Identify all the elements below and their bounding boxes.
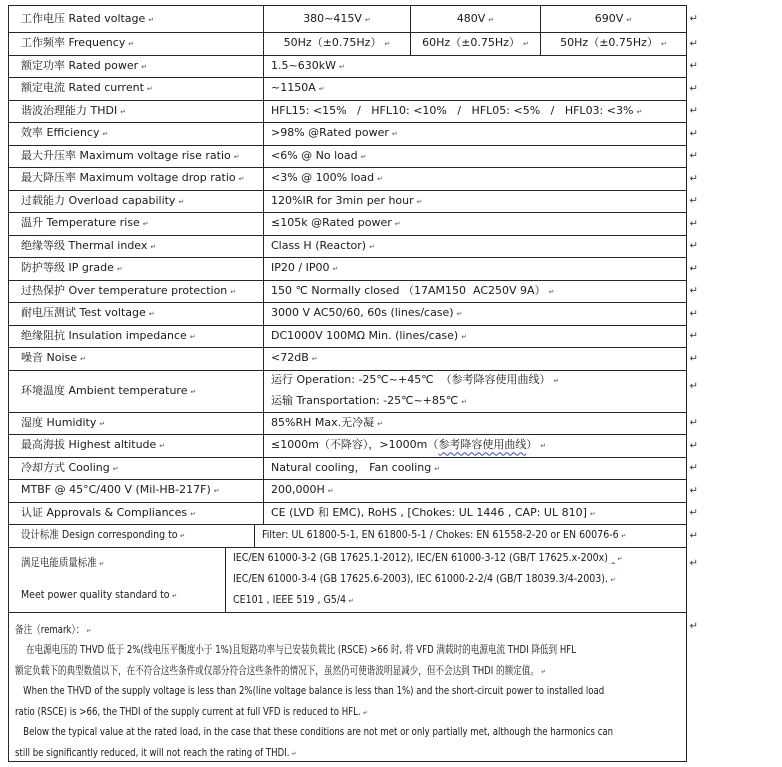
row-label bbox=[9, 33, 264, 55]
remark-line bbox=[15, 700, 682, 721]
row-value bbox=[264, 78, 686, 100]
label-text: 湿度 Humidity ↵ bbox=[21, 415, 106, 429]
cell-end-mark-icon: ↵ bbox=[116, 265, 123, 274]
cell-end-mark-icon: ↵ bbox=[233, 152, 240, 161]
cell-end-mark-icon: ↵ bbox=[128, 40, 135, 49]
row-label bbox=[9, 458, 264, 480]
row-value bbox=[264, 326, 686, 348]
row-value bbox=[226, 548, 686, 612]
label-text: 冷却方式 Cooling ↵ bbox=[21, 460, 119, 474]
row-value bbox=[264, 503, 686, 525]
remark-line bbox=[15, 741, 682, 762]
spec-row bbox=[9, 258, 698, 281]
cell-end-mark-icon: ↵ bbox=[148, 310, 155, 319]
row-label bbox=[9, 348, 264, 370]
spec-row bbox=[9, 33, 698, 56]
value-text: IEC/EN 61000-3-2 (GB 17625.1-2012), IEC/EN 61000-3-12 (GB/T 17625.x-200x) ↵ bbox=[233, 550, 623, 564]
spellcheck-wavy-underline: 参考降容使用曲线 bbox=[438, 438, 527, 452]
row-end-mark-icon: ↵ bbox=[689, 507, 698, 519]
row-end-mark-icon: ↵ bbox=[689, 218, 698, 230]
remark-line-text: Below the typical value at the rated load, in the case that these conditions are not met or only partially met, although the harmonics can bbox=[15, 725, 614, 738]
cell-end-mark-icon: ↵ bbox=[377, 175, 383, 184]
row-label bbox=[9, 101, 264, 123]
row-label bbox=[9, 326, 264, 348]
spec-row bbox=[9, 480, 698, 503]
value-text: Class H (Reactor) ↵ bbox=[271, 238, 375, 252]
spec-row bbox=[9, 236, 698, 259]
cell-end-mark-icon: ↵ bbox=[610, 575, 616, 584]
cell-end-mark-icon: ↵ bbox=[178, 197, 185, 206]
cell-end-mark-icon: ↵ bbox=[142, 220, 149, 229]
label-text: 效率 Efficiency ↵ bbox=[21, 126, 109, 140]
cell-end-mark-icon: ↵ bbox=[327, 487, 334, 496]
cell-end-mark-icon: ↵ bbox=[377, 419, 383, 428]
row-end-mark-icon: ↵ bbox=[689, 128, 698, 140]
value-text: ≤105k @Rated power ↵ bbox=[271, 216, 401, 230]
cell-end-mark-icon: ↵ bbox=[120, 107, 127, 116]
row-label bbox=[9, 258, 264, 280]
spec-row bbox=[9, 458, 698, 481]
row-end-mark-icon: ↵ bbox=[689, 440, 698, 452]
value-text: 480V ↵ bbox=[456, 11, 495, 25]
cell-end-mark-icon: ↵ bbox=[141, 62, 148, 71]
spec-row bbox=[9, 6, 698, 33]
row-end-mark-icon: ↵ bbox=[689, 353, 698, 365]
cell-end-mark-icon: ↵ bbox=[348, 597, 354, 606]
cell-end-mark-icon: ↵ bbox=[488, 15, 495, 24]
row-label bbox=[9, 413, 264, 435]
value-text: >98% @Rated power ↵ bbox=[271, 126, 398, 140]
value-text: 690V ↵ bbox=[594, 11, 633, 25]
spec-row bbox=[9, 123, 698, 146]
cell-end-mark-icon: ↵ bbox=[102, 130, 109, 139]
row-value-column bbox=[411, 33, 541, 55]
spec-row bbox=[9, 101, 698, 124]
value-text: 3000 V AC50/60, 60s (lines/case) ↵ bbox=[271, 306, 463, 320]
spec-row bbox=[9, 56, 698, 79]
row-label bbox=[9, 525, 255, 547]
row-end-mark-icon: ↵ bbox=[689, 308, 698, 320]
row-end-mark-icon: ↵ bbox=[689, 620, 698, 632]
label-text: 耐电压测试 Test voltage ↵ bbox=[21, 306, 155, 320]
spec-row bbox=[9, 191, 698, 214]
row-end-mark-icon: ↵ bbox=[689, 195, 698, 207]
cell-end-mark-icon: ↵ bbox=[363, 708, 368, 717]
value-text: 运行 Operation: -25℃~+45℃ （参考降容使用曲线） ↵ bbox=[271, 373, 560, 387]
value-text: IEC/EN 61000-3-4 (GB 17625.6-2003), IEC 61000-2-2/4 (GB/T 18039.3/4-2003). ↵ bbox=[233, 571, 616, 585]
cell-end-mark-icon: ↵ bbox=[548, 287, 555, 296]
cell-end-mark-icon: ↵ bbox=[384, 40, 391, 49]
value-text: <6% @ No load ↵ bbox=[271, 148, 367, 162]
label-text: 噪音 Noise ↵ bbox=[21, 351, 86, 365]
row-value bbox=[264, 236, 686, 258]
row-label bbox=[9, 480, 264, 502]
row-end-mark-icon: ↵ bbox=[689, 285, 698, 297]
cell-end-mark-icon: ↵ bbox=[150, 242, 157, 251]
row-end-mark-icon: ↵ bbox=[689, 38, 698, 50]
cell-end-mark-icon: ↵ bbox=[112, 464, 119, 473]
cell-end-mark-icon: ↵ bbox=[190, 509, 196, 518]
cell-end-mark-icon: ↵ bbox=[416, 197, 423, 206]
row-label bbox=[9, 123, 264, 145]
cell-end-mark-icon: ↵ bbox=[617, 554, 623, 563]
row-end-mark-icon: ↵ bbox=[689, 417, 698, 429]
row-value bbox=[264, 303, 686, 325]
cell-end-mark-icon: ↵ bbox=[189, 332, 196, 341]
label-text: Meet power quality standard to ↵ bbox=[21, 588, 178, 601]
value-text: 50Hz（±0.75Hz） ↵ bbox=[283, 36, 391, 50]
cell-end-mark-icon: ↵ bbox=[434, 464, 441, 473]
label-text: 满足电能质量标准 ↵ bbox=[21, 556, 105, 569]
label-text: 设计标准 Design corresponding to ↵ bbox=[21, 528, 186, 542]
value-text: Natural cooling， Fan cooling ↵ bbox=[271, 460, 441, 474]
row-value bbox=[264, 168, 686, 190]
row-label bbox=[9, 146, 264, 168]
value-text: ≤1000m（不降容），>1000m（参考降容使用曲线） ↵ bbox=[271, 438, 547, 452]
row-label bbox=[9, 371, 264, 412]
cell-end-mark-icon: ↵ bbox=[291, 749, 297, 758]
row-value bbox=[264, 213, 686, 235]
spec-row bbox=[9, 281, 698, 304]
row-end-mark-icon: ↵ bbox=[689, 173, 698, 185]
label-text: 过热保护 Over temperature protection ↵ bbox=[21, 283, 237, 297]
row-value bbox=[264, 258, 686, 280]
value-text: 200,000H ↵ bbox=[271, 483, 334, 497]
row-end-mark-icon: ↵ bbox=[689, 462, 698, 474]
label-text: 认证 Approvals & Compliances ↵ bbox=[21, 505, 196, 519]
row-value bbox=[264, 101, 686, 123]
cell-end-mark-icon: ↵ bbox=[626, 15, 633, 24]
value-text: CE101 , IEEE 519 , G5/4 ↵ bbox=[233, 593, 354, 607]
value-text: <72dB ↵ bbox=[271, 351, 318, 365]
row-label bbox=[9, 213, 264, 235]
label-text: 过载能力 Overload capability ↵ bbox=[21, 193, 185, 207]
cell-end-mark-icon: ↵ bbox=[636, 107, 643, 116]
label-text: 温升 Temperature rise ↵ bbox=[21, 216, 149, 230]
value-text: 1.5~630kW ↵ bbox=[271, 58, 345, 72]
value-text: 120%IR for 3min per hour ↵ bbox=[271, 193, 423, 207]
row-value bbox=[264, 480, 686, 502]
row-end-mark-icon: ↵ bbox=[689, 380, 698, 392]
cell-end-mark-icon: ↵ bbox=[80, 355, 86, 364]
row-end-mark-icon: ↵ bbox=[689, 530, 698, 542]
cell-end-mark-icon: ↵ bbox=[190, 387, 197, 396]
row-end-mark-icon: ↵ bbox=[689, 263, 698, 275]
value-text: CE (LVD 和 EMC), RoHS , [Chokes: UL 1446 , CAP: UL 810] ↵ bbox=[271, 505, 596, 519]
remark-title bbox=[15, 618, 682, 639]
value-text: 380~415V ↵ bbox=[303, 11, 371, 25]
row-end-mark-icon: ↵ bbox=[689, 485, 698, 497]
row-end-mark-icon: ↵ bbox=[689, 13, 698, 25]
value-text: 150 ℃ Normally closed （17AM150 AC250V 9A） ↵ bbox=[271, 283, 555, 297]
cell-end-mark-icon: ↵ bbox=[461, 332, 468, 341]
row-label bbox=[9, 168, 264, 190]
cell-end-mark-icon: ↵ bbox=[159, 442, 166, 451]
value-text: DC1000V 100MΩ Min. (lines/case) ↵ bbox=[271, 328, 468, 342]
value-text: IP20 / IP00 ↵ bbox=[271, 261, 339, 275]
remark-line bbox=[15, 679, 682, 700]
remark-line bbox=[15, 659, 682, 680]
cell-end-mark-icon: ↵ bbox=[213, 487, 220, 496]
row-end-mark-icon: ↵ bbox=[689, 60, 698, 72]
value-text: 60Hz（±0.75Hz） ↵ bbox=[422, 36, 529, 50]
spec-row bbox=[9, 213, 698, 236]
cell-end-mark-icon: ↵ bbox=[360, 152, 367, 161]
cell-end-mark-icon: ↵ bbox=[522, 40, 529, 49]
label-text: 额定功率 Rated power ↵ bbox=[21, 58, 148, 72]
label-text: 防护等级 IP grade ↵ bbox=[21, 261, 123, 275]
spec-table bbox=[8, 5, 698, 762]
spec-row bbox=[9, 548, 698, 613]
row-label bbox=[9, 435, 264, 457]
value-text: <3% @ 100% load ↵ bbox=[271, 171, 383, 185]
cell-end-mark-icon: ↵ bbox=[364, 15, 371, 24]
spec-row bbox=[9, 413, 698, 436]
cell-end-mark-icon: ↵ bbox=[146, 85, 153, 94]
cell-end-mark-icon: ↵ bbox=[553, 377, 560, 386]
row-value-column bbox=[541, 33, 686, 55]
label-text: 工作频率 Frequency ↵ bbox=[21, 36, 135, 50]
spec-row bbox=[9, 78, 698, 101]
cell-end-mark-icon: ↵ bbox=[660, 40, 667, 49]
cell-end-mark-icon: ↵ bbox=[230, 287, 237, 296]
cell-end-mark-icon: ↵ bbox=[180, 532, 186, 541]
remark-line bbox=[15, 638, 682, 659]
spec-row bbox=[9, 348, 698, 371]
cell-end-mark-icon: ↵ bbox=[456, 310, 463, 319]
row-value bbox=[264, 281, 686, 303]
row-value bbox=[264, 348, 686, 370]
row-label bbox=[9, 503, 264, 525]
row-end-mark-icon: ↵ bbox=[689, 150, 698, 162]
remark-section bbox=[9, 613, 698, 761]
row-label bbox=[9, 56, 264, 78]
value-text: HFL15: <15% / HFL10: <10% / HFL05: <5% / HFL03: <3% ↵ bbox=[271, 103, 643, 117]
row-value bbox=[264, 458, 686, 480]
label-text: 环境温度 Ambient temperature ↵ bbox=[21, 383, 197, 397]
cell-end-mark-icon: ↵ bbox=[369, 242, 375, 251]
value-text: 50Hz（±0.75Hz） ↵ bbox=[560, 36, 667, 50]
label-text: 工作电压 Rated voltage ↵ bbox=[21, 11, 155, 25]
row-label bbox=[9, 548, 226, 612]
row-end-mark-icon: ↵ bbox=[689, 330, 698, 342]
row-label bbox=[9, 281, 264, 303]
row-value bbox=[264, 413, 686, 435]
remark-line-text: still be significantly reduced, it will not reach the rating of THDI. ↵ bbox=[15, 745, 297, 759]
cell-end-mark-icon: ↵ bbox=[238, 175, 245, 184]
row-end-mark-icon: ↵ bbox=[689, 105, 698, 117]
row-value-column bbox=[541, 6, 686, 32]
cell-end-mark-icon: ↵ bbox=[589, 509, 596, 518]
cell-end-mark-icon: ↵ bbox=[148, 15, 155, 24]
remark-title-text: 备注（remark）： ↵ bbox=[15, 622, 92, 636]
spec-row bbox=[9, 326, 698, 349]
cell-end-mark-icon: ↵ bbox=[541, 667, 546, 676]
row-value bbox=[264, 146, 686, 168]
row-value bbox=[264, 191, 686, 213]
row-end-mark-icon: ↵ bbox=[689, 83, 698, 95]
label-text: MTBF @ 45°C/400 V (Mil-HB-217F) ↵ bbox=[21, 483, 220, 497]
row-value bbox=[255, 525, 686, 547]
label-text: 最大升压率 Maximum voltage rise ratio ↵ bbox=[21, 148, 240, 162]
value-text: ~1150A ↵ bbox=[271, 81, 325, 95]
spec-row bbox=[9, 371, 698, 413]
row-label bbox=[9, 236, 264, 258]
cell-end-mark-icon: ↵ bbox=[394, 220, 401, 229]
spec-row bbox=[9, 503, 698, 526]
row-label bbox=[9, 78, 264, 100]
row-value bbox=[264, 435, 686, 457]
label-text: 额定电流 Rated current ↵ bbox=[21, 81, 153, 95]
row-value-column bbox=[411, 6, 541, 32]
cell-end-mark-icon: ↵ bbox=[311, 355, 318, 364]
value-text: Filter: UL 61800-5-1, EN 61800-5-1 / Chokes: EN 61558-2-20 or EN 60076-6 ↵ bbox=[262, 528, 627, 542]
remark-line-text: When the THVD of the supply voltage is less than 2%(line voltage balance is less than 1%) and the short-circuit power to installed load bbox=[15, 684, 605, 697]
row-label bbox=[9, 303, 264, 325]
cell-end-mark-icon: ↵ bbox=[99, 419, 106, 428]
label-text: 绝缘阻抗 Insulation impedance ↵ bbox=[21, 328, 196, 342]
spec-row bbox=[9, 146, 698, 169]
spellcheck-squiggle-icon bbox=[609, 551, 615, 565]
cell-end-mark-icon: ↵ bbox=[338, 62, 345, 71]
row-value bbox=[264, 371, 686, 412]
label-text: 最高海拔 Highest altitude ↵ bbox=[21, 438, 166, 452]
cell-end-mark-icon: ↵ bbox=[332, 265, 339, 274]
row-end-mark-icon: ↵ bbox=[689, 240, 698, 252]
row-value bbox=[264, 123, 686, 145]
remark-line-text: ratio (RSCE) is >66, the THDI of the supply current at full VFD is reduced to HFL. ↵ bbox=[15, 704, 368, 718]
cell-end-mark-icon: ↵ bbox=[391, 130, 398, 139]
row-value-column bbox=[264, 33, 411, 55]
spec-row bbox=[9, 525, 698, 548]
value-text: 85%RH Max.无冷凝 ↵ bbox=[271, 415, 383, 429]
remark-line bbox=[15, 720, 682, 741]
spec-row bbox=[9, 168, 698, 191]
row-end-mark-icon: ↵ bbox=[689, 557, 698, 569]
label-text: 谐波治理能力 THDI ↵ bbox=[21, 103, 127, 117]
remark-line-text: 在电源电压的 THVD 低于 2%(线电压平衡度小于 1%)且短路功率与已安装负载比 (RSCE) >66 时, 将 VFD 满载时的电源电流 THDI 降低到 HFL bbox=[15, 643, 576, 656]
spec-row bbox=[9, 303, 698, 326]
cell-end-mark-icon: ↵ bbox=[621, 532, 627, 541]
label-text: 最大降压率 Maximum voltage drop ratio ↵ bbox=[21, 171, 245, 185]
cell-end-mark-icon: ↵ bbox=[318, 85, 325, 94]
row-value-column bbox=[264, 6, 411, 32]
cell-end-mark-icon: ↵ bbox=[86, 626, 92, 635]
spec-row bbox=[9, 435, 698, 458]
row-label bbox=[9, 6, 264, 32]
cell-end-mark-icon: ↵ bbox=[99, 560, 105, 568]
cell-end-mark-icon: ↵ bbox=[172, 592, 178, 600]
remark-line-text: 额定负载下的典型数值以下，在不符合这些条件或仅部分符合这些条件的情况下，虽然仍可使谐波明显减少，但不会达到 THDI 的额定值。 ↵ bbox=[15, 663, 546, 677]
cell-end-mark-icon: ↵ bbox=[540, 442, 547, 451]
label-text: 绝缘等级 Thermal index ↵ bbox=[21, 238, 157, 252]
cell-end-mark-icon: ↵ bbox=[461, 397, 468, 406]
row-label bbox=[9, 191, 264, 213]
value-text: 运输 Transportation: -25℃~+85℃ ↵ bbox=[271, 393, 468, 407]
row-value bbox=[264, 56, 686, 78]
